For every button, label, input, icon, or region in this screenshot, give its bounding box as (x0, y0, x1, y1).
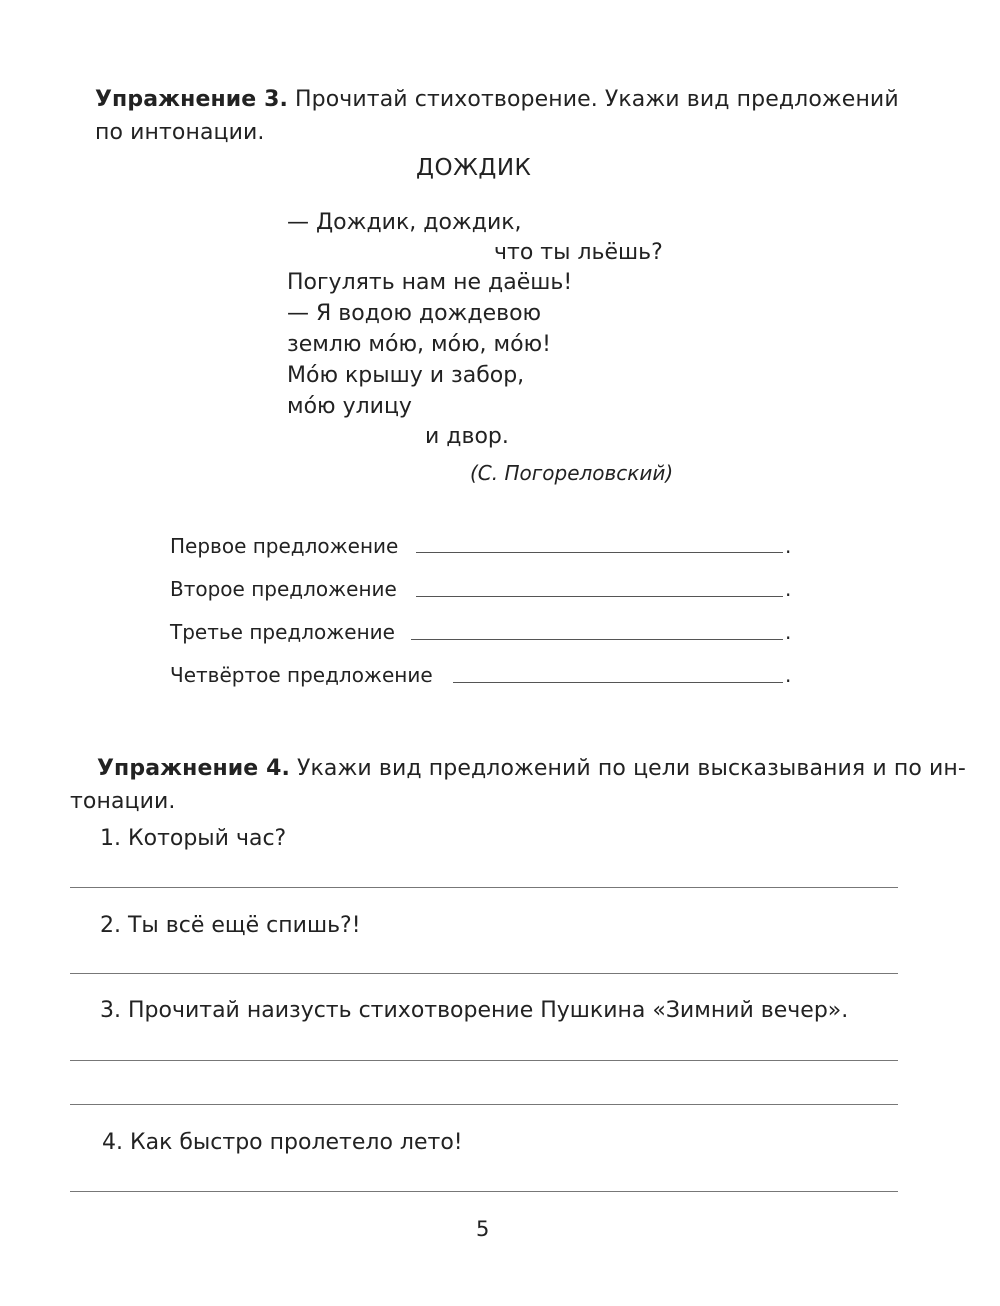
answer-line-3[interactable] (411, 639, 783, 640)
exercise4-instruction-line2: тонации. (70, 789, 176, 814)
fill-in-label: Первое предложение (170, 534, 399, 558)
fill-in-period: . (785, 534, 792, 558)
answer-line[interactable] (70, 1060, 898, 1061)
poem-line: что ты льёшь? (494, 240, 663, 265)
exercise4-instruction-line1 (97, 751, 966, 786)
answer-line[interactable] (70, 1191, 898, 1192)
answer-line-2[interactable] (416, 596, 783, 597)
answer-line-4[interactable] (453, 682, 783, 683)
answer-line[interactable] (70, 973, 898, 974)
fill-in-label: Второе предложение (170, 577, 397, 601)
poem-line: Мо́ю крышу и забор, (287, 363, 525, 388)
answer-line[interactable] (70, 887, 898, 888)
exercise3-instruction-line1 (95, 82, 899, 117)
answer-line-1[interactable] (416, 552, 783, 553)
fill-in-period: . (785, 663, 792, 687)
exercise3-instruction-line2: по интонации. (95, 120, 265, 145)
fill-in-period: . (785, 620, 792, 644)
exercise4-item: 4. Как быстро пролетело лето! (102, 1130, 463, 1155)
exercise3-text: Прочитай стихотворение. Укажи вид предложений (295, 87, 899, 112)
poem-line: Погулять нам не даёшь! (287, 270, 573, 295)
answer-line[interactable] (70, 1104, 898, 1105)
fill-in-label: Третье предложение (170, 620, 395, 644)
exercise3-heading: Упражнение 3. (95, 87, 288, 112)
poem-line: мо́ю улицу (287, 394, 412, 419)
fill-in-label: Четвёртое предложение (170, 663, 433, 687)
page-number: 5 (476, 1217, 490, 1241)
exercise4-item: 2. Ты всё ещё спишь?! (100, 913, 361, 938)
poem-title: ДОЖДИК (416, 155, 532, 181)
exercise4-heading: Упражнение 4. (97, 756, 290, 781)
poem-line: и двор. (425, 424, 509, 449)
poem-line: — Дождик, дождик, (287, 210, 522, 235)
exercise4-item: 1. Который час? (100, 826, 287, 851)
poem-line: землю мо́ю, мо́ю, мо́ю! (287, 332, 551, 357)
poem-author: (С. Погореловский) (470, 461, 674, 485)
fill-in-period: . (785, 577, 792, 601)
exercise4-text: Укажи вид предложений по цели высказывания и по ин- (297, 756, 966, 781)
exercise4-item: 3. Прочитай наизусть стихотворение Пушкина «Зимний вечер». (100, 998, 849, 1023)
poem-line: — Я водою дождевою (287, 301, 542, 326)
